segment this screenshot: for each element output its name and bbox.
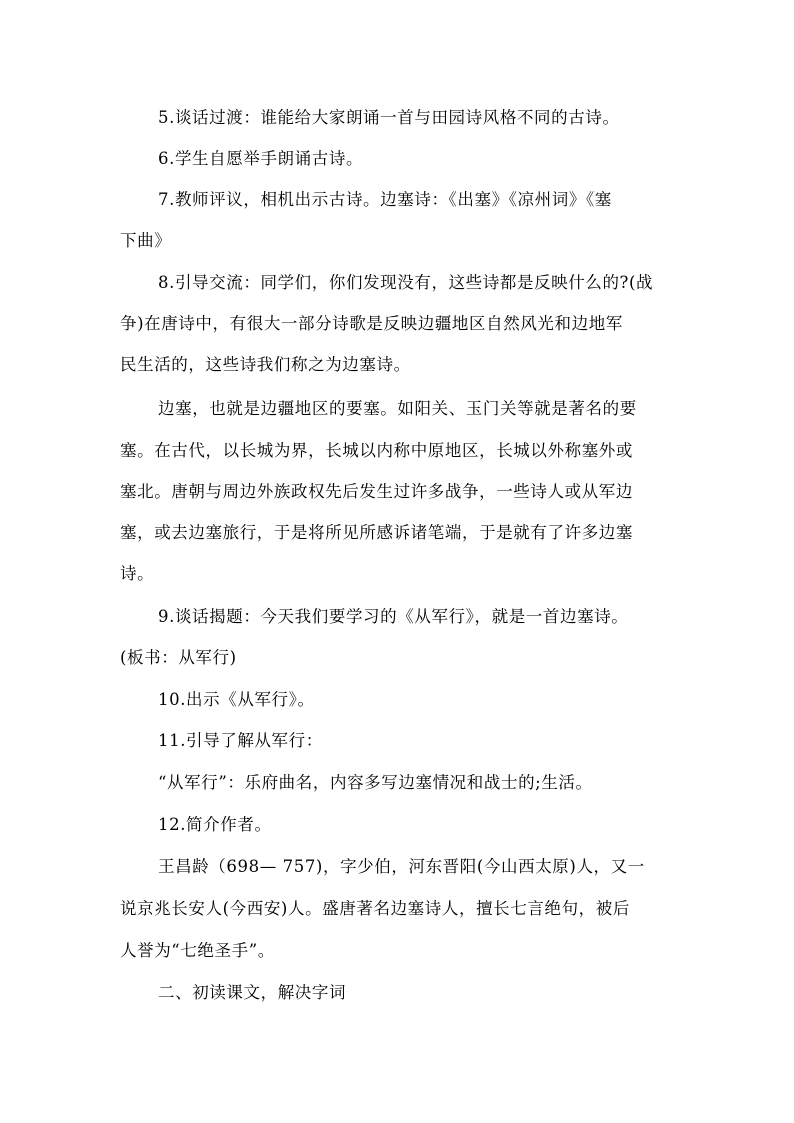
paragraph-line: 说京兆长安人(今西安)人。盛唐著名边塞诗人，擅长七言绝句，被后 <box>120 899 630 918</box>
paragraph-line: (板书：从军行) <box>120 648 237 667</box>
paragraph-line: 9.谈话揭题：今天我们要学习的《从军行》，就是一首边塞诗。 <box>158 607 629 626</box>
paragraph-line: 塞。在古代，以长城为界，长城以内称中原地区，长城以外称塞外或 <box>120 441 633 460</box>
paragraph-line: 人誉为“七绝圣手”。 <box>120 941 275 960</box>
paragraph-line: 6.学生自愿举手朗诵古诗。 <box>158 149 364 168</box>
paragraph-line: “从军行”：乐府曲名，内容多写边塞情况和战士的;生活。 <box>158 773 593 792</box>
paragraph-line: 下曲》 <box>120 231 172 250</box>
paragraph-line: 8.引导交流：同学们，你们发现没有，这些诗都是反映什么的?(战 <box>158 273 654 292</box>
paragraph-line: 边塞，也就是边疆地区的要塞。如阳关、玉门关等就是著名的要 <box>158 399 637 418</box>
paragraph-line: 7.教师评议，相机出示古诗。边塞诗：《出塞》《凉州词》《塞 <box>158 190 612 209</box>
section-heading: 二、初读课文，解决字词 <box>158 983 347 1002</box>
paragraph-line: 塞北。唐朝与周边外族政权先后发生过许多战争，一些诗人或从军边 <box>120 482 633 501</box>
paragraph-line: 王昌龄（698— 757)，字少伯，河东晋阳(今山西太原)人，又一 <box>158 857 645 876</box>
paragraph-line: 民生活的，这些诗我们称之为边塞诗。 <box>120 355 411 374</box>
paragraph-line: 10.出示《从军行》。 <box>158 690 315 709</box>
paragraph-line: 塞，或去边塞旅行，于是将所见所感诉诸笔端，于是就有了许多边塞 <box>120 523 633 542</box>
paragraph-line: 12.简介作者。 <box>158 815 272 834</box>
paragraph-line: 争)在唐诗中，有很大一部分诗歌是反映边疆地区自然风光和边地军 <box>120 314 623 333</box>
paragraph-line: 诗。 <box>120 564 155 583</box>
paragraph-line: 11.引导了解从军行： <box>158 731 323 750</box>
paragraph-line: 5.谈话过渡：谁能给大家朗诵一首与田园诗风格不同的古诗。 <box>158 108 620 127</box>
